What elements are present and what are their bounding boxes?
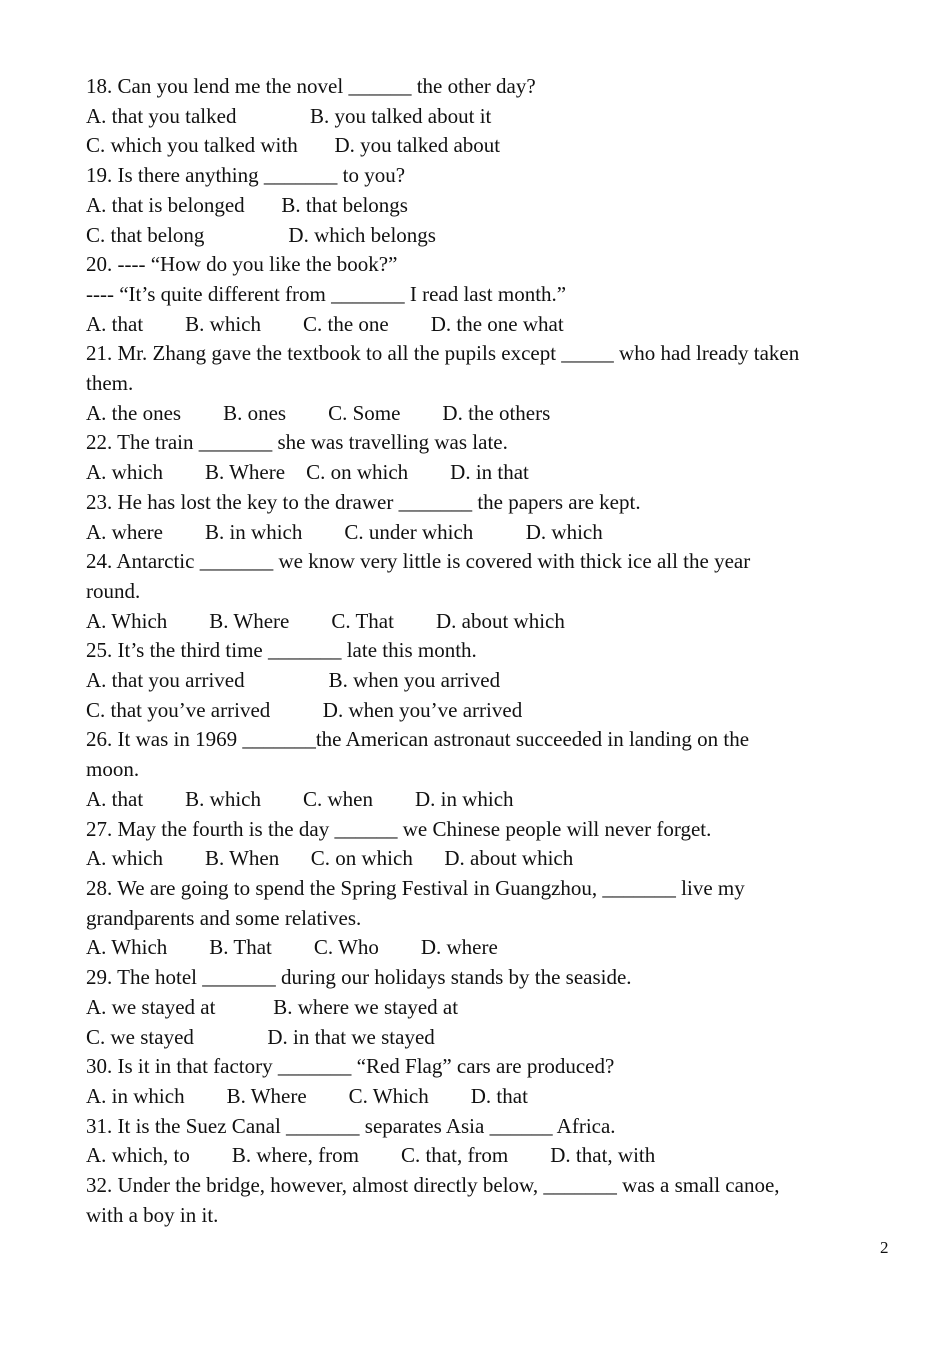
options-19-a-b: A. that is belonged B. that belongs: [86, 192, 408, 217]
options-20: A. that B. which C. the one D. the one what: [86, 311, 564, 336]
page-number: 2: [880, 1238, 889, 1257]
question-24-line2: round.: [86, 578, 141, 603]
options-29-c-d: C. we stayed D. in that we stayed: [86, 1024, 435, 1049]
question-24-line1: 24. Antarctic _______ we know very little is covered with thick ice all the year: [86, 549, 751, 574]
question-31: 31. It is the Suez Canal _______ separates Asia ______ Africa.: [86, 1113, 616, 1138]
options-27: A. which B. When C. on which D. about which: [86, 846, 574, 871]
question-28-line1: 28. We are going to spend the Spring Festival in Guangzhou, _______ live my: [86, 875, 745, 900]
question-19: 19. Is there anything _______ to you?: [86, 163, 406, 188]
options-24: A. Which B. Where C. That D. about which: [86, 608, 565, 633]
question-21-line1: 21. Mr. Zhang gave the textbook to all the pupils except _____ who had lready taken: [86, 341, 800, 366]
question-32-line2: with a boy in it.: [86, 1202, 219, 1227]
options-22: A. which B. Where C. on which D. in that: [86, 460, 529, 485]
options-26: A. that B. which C. when D. in which: [86, 786, 514, 811]
question-25: 25. It’s the third time _______ late this month.: [86, 638, 477, 663]
question-20-line2: ---- “It’s quite different from _______ I read last month.”: [86, 281, 567, 306]
question-21-line2: them.: [86, 371, 134, 396]
options-25-a-b: A. that you arrived B. when you arrived: [86, 668, 501, 693]
question-18: 18. Can you lend me the novel ______ the other day?: [86, 74, 536, 98]
options-18-c-d: C. which you talked with D. you talked about: [86, 133, 501, 158]
question-list: [86, 72, 886, 1230]
question-29: 29. The hotel _______ during our holidays stands by the seaside.: [86, 965, 632, 990]
question-22: 22. The train _______ she was travelling was late.: [86, 430, 508, 455]
question-32-line1: 32. Under the bridge, however, almost directly below, _______ was a small canoe,: [86, 1173, 780, 1198]
question-20-line1: 20. ---- “How do you like the book?”: [86, 252, 398, 277]
question-28-line2: grandparents and some relatives.: [86, 905, 362, 930]
options-25-c-d: C. that you’ve arrived D. when you’ve arrived: [86, 697, 523, 722]
question-26-line2: moon.: [86, 757, 140, 782]
question-26-line1: 26. It was in 1969 _______the American astronaut succeeded in landing on the: [86, 727, 750, 752]
options-21: A. the ones B. ones C. Some D. the others: [86, 400, 551, 425]
options-23: A. where B. in which C. under which D. which: [86, 519, 603, 544]
options-30: A. in which B. Where C. Which D. that: [86, 1083, 528, 1108]
question-23: 23. He has lost the key to the drawer _______ the papers are kept.: [86, 489, 641, 514]
options-19-c-d: C. that belong D. which belongs: [86, 222, 436, 247]
options-31: A. which, to B. where, from C. that, from D. that, with: [86, 1143, 656, 1168]
options-28: A. Which B. That C. Who D. where: [86, 935, 498, 960]
question-27: 27. May the fourth is the day ______ we Chinese people will never forget.: [86, 816, 712, 841]
options-18-a-b: A. that you talked B. you talked about it: [86, 103, 492, 128]
question-30: 30. Is it in that factory _______ “Red Flag” cars are produced?: [86, 1054, 615, 1079]
options-29-a-b: A. we stayed at B. where we stayed at: [86, 994, 459, 1019]
